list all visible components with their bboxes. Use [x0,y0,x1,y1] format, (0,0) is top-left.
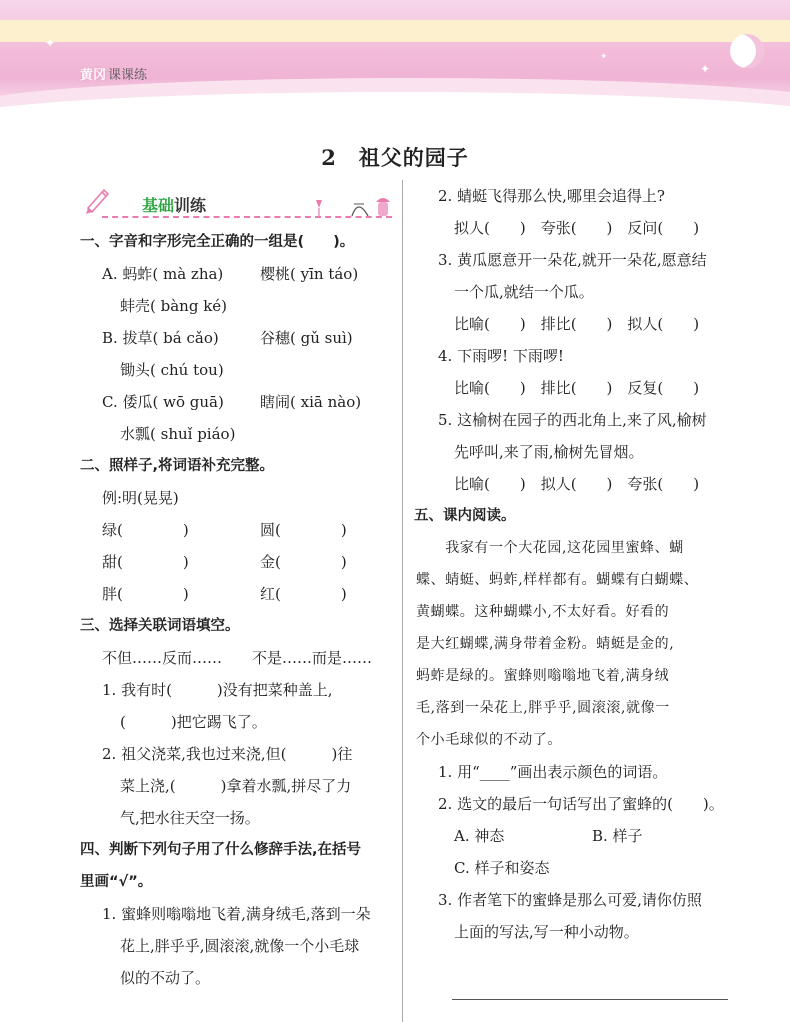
q1-c-text3: 水瓢( shuǐ piáo) [120,425,236,443]
brand-main: 黄冈 [80,68,107,83]
q3-item-2: 2. 祖父浇菜,我也过来浇,但( )往 [102,745,353,763]
q2-row [80,514,398,546]
question-2-title: 二、照样子,将词语补充完整。 [80,458,275,474]
section-banner [80,180,398,226]
q4-item-5-options: 比喻( ) 拟人( ) 夸张( ) [454,475,700,493]
q5-option-c: C. 样子和姿态 [454,859,550,877]
q1-option-c [80,386,398,418]
q1-b-text1: B. 拔草( bá cǎo) [102,329,219,347]
q5-option-a: A. 神态 [454,827,505,845]
passage-line: 蝶、蜻蜓、蚂蚱,样样都有。蝴蝶有白蝴蝶、 [416,572,699,588]
q5-sub-3-cont: 上面的写法,写一种小动物。 [454,923,639,941]
question-4-title: 四、判断下列句子用了什么修辞手法,在括号 [80,842,362,858]
q2-blank: 金( ) [260,553,347,571]
passage-line: 黄蝴蝶。这种蝴蝶小,不太好看。好看的 [416,604,670,620]
q4-item-4-options: 比喻( ) 排比( ) 反复( ) [454,379,700,397]
q5-sub-3: 3. 作者笔下的蜜蜂是那么可爱,请你仿照 [438,891,702,909]
answer-line[interactable] [452,999,728,1000]
q2-row [80,578,398,610]
q3-item-2-cont: 菜上浇,( )拿着水瓢,拼尽了力 [120,777,352,795]
question-3-title: 三、选择关联词语填空。 [80,618,240,634]
q4-item-3-options: 比喻( ) 排比( ) 拟人( ) [454,315,700,333]
section-banner-label-dark: 训练 [174,196,207,215]
q1-a-text3: 蚌壳( bàng ké) [120,297,228,315]
passage-line: 个小毛球似的不动了。 [416,732,562,748]
q2-row [80,546,398,578]
star-icon: ✦ [700,62,711,76]
q5-sub-2: 2. 选文的最后一句话写出了蜜蜂的( )。 [438,795,724,813]
q4-item-5: 5. 这榆树在园子的西北角上,来了风,榆树 [438,411,707,429]
q2-blank: 胖( ) [102,585,189,603]
q4-item-5-cont: 先呼叫,来了雨,榆树先冒烟。 [454,443,644,461]
q2-blank: 绿( ) [102,521,189,539]
question-5-title: 五、课内阅读。 [414,508,516,524]
passage-line: 是大红蝴蝶,满身带着金粉。蜻蜓是金的, [416,636,675,652]
header-banner [0,0,790,112]
star-icon: ✦ [600,52,608,62]
q5-option-b: B. 样子 [592,827,643,845]
left-column [80,180,398,994]
q1-a-text2: 樱桃( yīn táo) [260,265,359,283]
decoration-icon [308,194,398,218]
reading-passage [416,532,734,756]
q4-item-1-cont: 花上,胖乎乎,圆滚滚,就像一个小毛球 [120,937,360,955]
q3-item-1-cont: ( )把它踢飞了。 [120,713,267,731]
q4-item-1: 1. 蜜蜂则嗡嗡地飞着,满身绒毛,落到一朵 [102,905,371,923]
q3-item-2-cont: 气,把水往天空一扬。 [120,809,260,827]
q4-item-3-cont: 一个瓜,就结一个瓜。 [454,283,594,301]
section-banner-underline [102,216,392,220]
q1-a-text1: A. 蚂蚱( mà zha) [102,265,224,283]
brand-sub: 课课练 [108,68,148,83]
q4-item-2: 2. 蜻蜓飞得那么快,哪里会追得上? [438,187,665,205]
q1-b-text2: 谷穗( gǔ suì) [260,329,353,347]
star-icon: ✦ [45,36,56,50]
q4-item-2-options: 拟人( ) 夸张( ) 反问( ) [454,219,700,237]
column-divider [402,180,403,1022]
section-banner-label-green: 基础 [142,196,175,215]
q4-item-3: 3. 黄瓜愿意开一朵花,就开一朵花,愿意结 [438,251,707,269]
q4-item-4: 4. 下雨啰! 下雨啰! [438,347,564,365]
question-4-title-cont: 里画“√”。 [80,874,153,890]
q1-c-text1: C. 倭瓜( wō guā) [102,393,224,411]
q4-item-1-cont: 似的不动了。 [120,969,211,987]
brand-logo [80,64,147,83]
passage-line: 蚂蚱是绿的。蜜蜂则嗡嗡地飞着,满身绒 [416,668,670,684]
passage-line: 我家有一个大花园,这花园里蜜蜂、蝴 [416,540,684,556]
pencil-icon [82,184,112,214]
passage-line: 毛,落到一朵花上,胖乎乎,圆滚滚,就像一 [416,700,670,716]
q3-item-1: 1. 我有时( )没有把菜种盖上, [102,681,333,699]
q1-c-text2: 瞎闹( xiā nào) [260,393,362,411]
q3-options: 不但……反而…… 不是……而是…… [102,649,373,667]
q5-sub-2-options [416,820,734,852]
moon-icon [730,34,764,68]
q1-option-b [80,322,398,354]
q1-option-a [80,258,398,290]
header-strip [0,20,790,42]
page-title: 2 祖父的园子 [321,145,469,170]
question-1-title: 一、字音和字形完全正确的一组是( )。 [80,234,355,250]
q2-example: 例:明(晃晃) [102,489,179,507]
q2-blank: 红( ) [260,585,347,603]
q2-blank: 甜( ) [102,553,189,571]
q2-blank: 圆( ) [260,521,347,539]
q5-sub-1: 1. 用“____”画出表示颜色的词语。 [438,763,668,781]
right-column [416,180,734,948]
q1-b-text3: 锄头( chú tou) [120,361,224,379]
